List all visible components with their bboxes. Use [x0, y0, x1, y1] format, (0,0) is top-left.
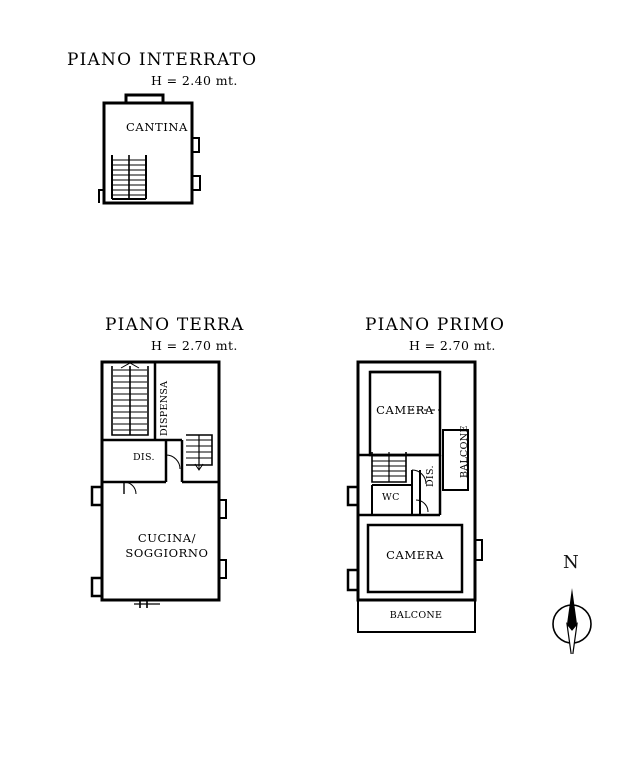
plan-height-piano-primo: H = 2.70 mt.	[409, 338, 496, 353]
compass-rose	[545, 552, 605, 652]
plan-title-piano-interrato: PIANO INTERRATO	[67, 50, 258, 70]
room-label-soggiorno: SOGGIORNO	[125, 546, 209, 560]
room-label-balcone-1: BALCONE	[459, 425, 470, 478]
room-label-camera-2: CAMERA	[386, 548, 444, 562]
room-label-dis-primo: DIS.	[425, 465, 436, 487]
plan-height-piano-terra: H = 2.70 mt.	[151, 338, 238, 353]
room-label-camera-1: CAMERA	[376, 403, 434, 417]
compass-needle-icon	[545, 574, 605, 654]
room-label-wc: WC	[382, 492, 400, 503]
room-label-dis-terra: DIS.	[133, 452, 155, 463]
plan-title-piano-primo: PIANO PRIMO	[365, 315, 506, 335]
room-label-dispensa: DISPENSA	[159, 380, 170, 436]
plan-height-piano-interrato: H = 2.40 mt.	[151, 73, 238, 88]
room-label-cucina: CUCINA/	[137, 531, 197, 545]
room-label-cantina: CANTINA	[126, 120, 188, 134]
plan-title-piano-terra: PIANO TERRA	[105, 315, 245, 335]
room-label-balcone-2: BALCONE	[389, 610, 443, 621]
compass-north-label: N	[563, 552, 579, 573]
